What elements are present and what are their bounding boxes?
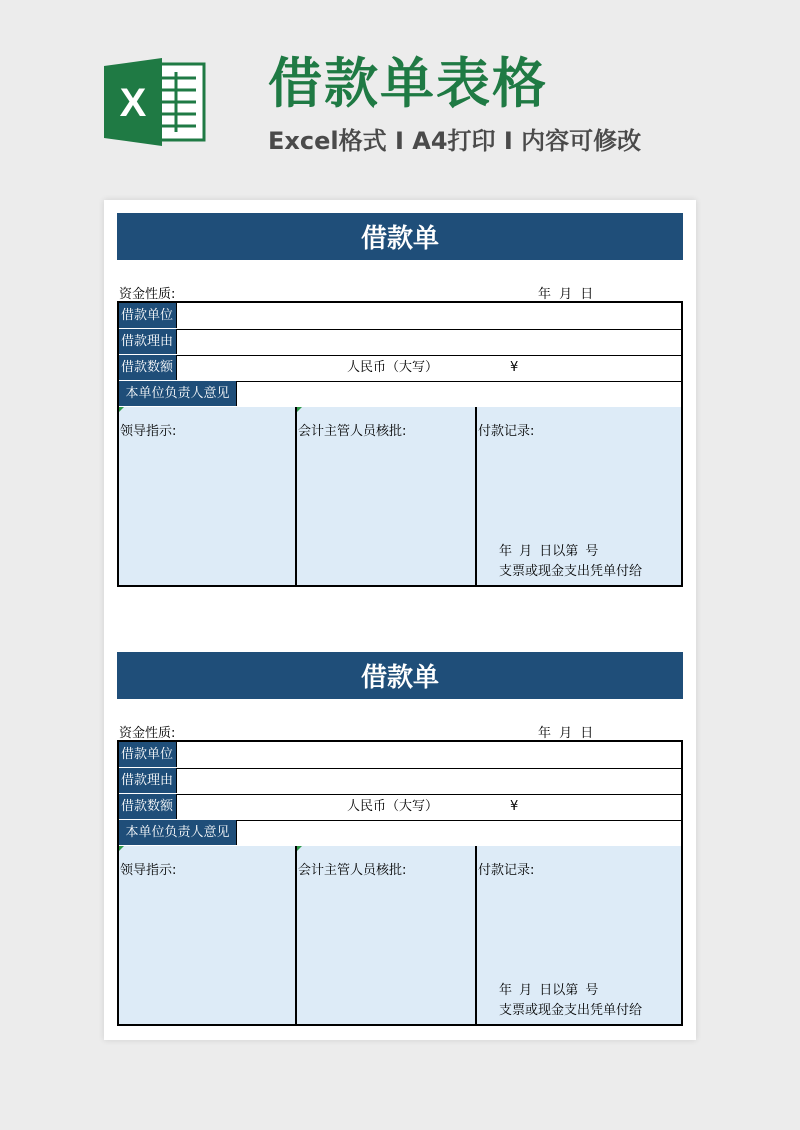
comment-marker-icon	[297, 407, 302, 412]
row-header-reason: 借款理由	[119, 768, 177, 793]
row-reason[interactable]	[119, 329, 681, 356]
excel-icon	[104, 58, 206, 146]
date-label: 年 月 日	[538, 287, 594, 302]
row-header-opinion: 本单位负责人意见	[119, 381, 237, 406]
accounting-label: 会计主管人员核批:	[298, 424, 407, 439]
document-sheet	[104, 200, 696, 1040]
payment-label: 付款记录:	[478, 863, 535, 878]
accounting-label: 会计主管人员核批:	[298, 863, 407, 878]
leader-label: 领导指示:	[120, 424, 177, 439]
row-header-amount: 借款数额	[119, 794, 177, 819]
payment-line-1: 年 月 日以第 号	[499, 544, 599, 559]
comment-marker-icon	[119, 407, 124, 412]
leader-cell[interactable]	[119, 407, 297, 585]
fund-nature-label: 资金性质:	[119, 287, 176, 302]
row-opinion[interactable]	[119, 381, 681, 408]
payment-line-1: 年 月 日以第 号	[499, 983, 599, 998]
amount-text: 人民币（大写）	[347, 360, 439, 375]
yen-symbol: ¥	[510, 360, 519, 375]
signature-area	[119, 407, 681, 585]
form-table	[117, 301, 683, 587]
fund-nature-label: 资金性质:	[119, 726, 176, 741]
row-header-reason: 借款理由	[119, 329, 177, 354]
form-title: 借款单	[117, 652, 683, 699]
page-subtitle: Excel格式 I A4打印 I 内容可修改	[268, 127, 642, 155]
row-unit[interactable]	[119, 742, 681, 769]
form-meta	[117, 283, 683, 301]
svg-text:X: X	[119, 81, 147, 125]
row-opinion[interactable]	[119, 820, 681, 847]
leader-cell[interactable]	[119, 846, 297, 1024]
row-unit[interactable]	[119, 303, 681, 330]
payment-line-2: 支票或现金支出凭单付给	[499, 564, 643, 579]
payment-label: 付款记录:	[478, 424, 535, 439]
form-title: 借款单	[117, 213, 683, 260]
payment-cell[interactable]	[477, 407, 681, 585]
row-header-amount: 借款数额	[119, 355, 177, 380]
leader-label: 领导指示:	[120, 863, 177, 878]
payment-line-2: 支票或现金支出凭单付给	[499, 1003, 643, 1018]
row-reason[interactable]	[119, 768, 681, 795]
comment-marker-icon	[297, 846, 302, 851]
row-amount[interactable]	[119, 794, 681, 821]
accounting-cell[interactable]	[297, 846, 477, 1024]
row-header-unit: 借款单位	[119, 303, 177, 328]
comment-marker-icon	[119, 846, 124, 851]
form-meta	[117, 722, 683, 740]
row-amount[interactable]	[119, 355, 681, 382]
page-title: 借款单表格	[268, 52, 548, 115]
row-header-unit: 借款单位	[119, 742, 177, 767]
accounting-cell[interactable]	[297, 407, 477, 585]
yen-symbol: ¥	[510, 799, 519, 814]
form-table	[117, 740, 683, 1026]
amount-text: 人民币（大写）	[347, 799, 439, 814]
date-label: 年 月 日	[538, 726, 594, 741]
payment-cell[interactable]	[477, 846, 681, 1024]
row-header-opinion: 本单位负责人意见	[119, 820, 237, 845]
signature-area	[119, 846, 681, 1024]
